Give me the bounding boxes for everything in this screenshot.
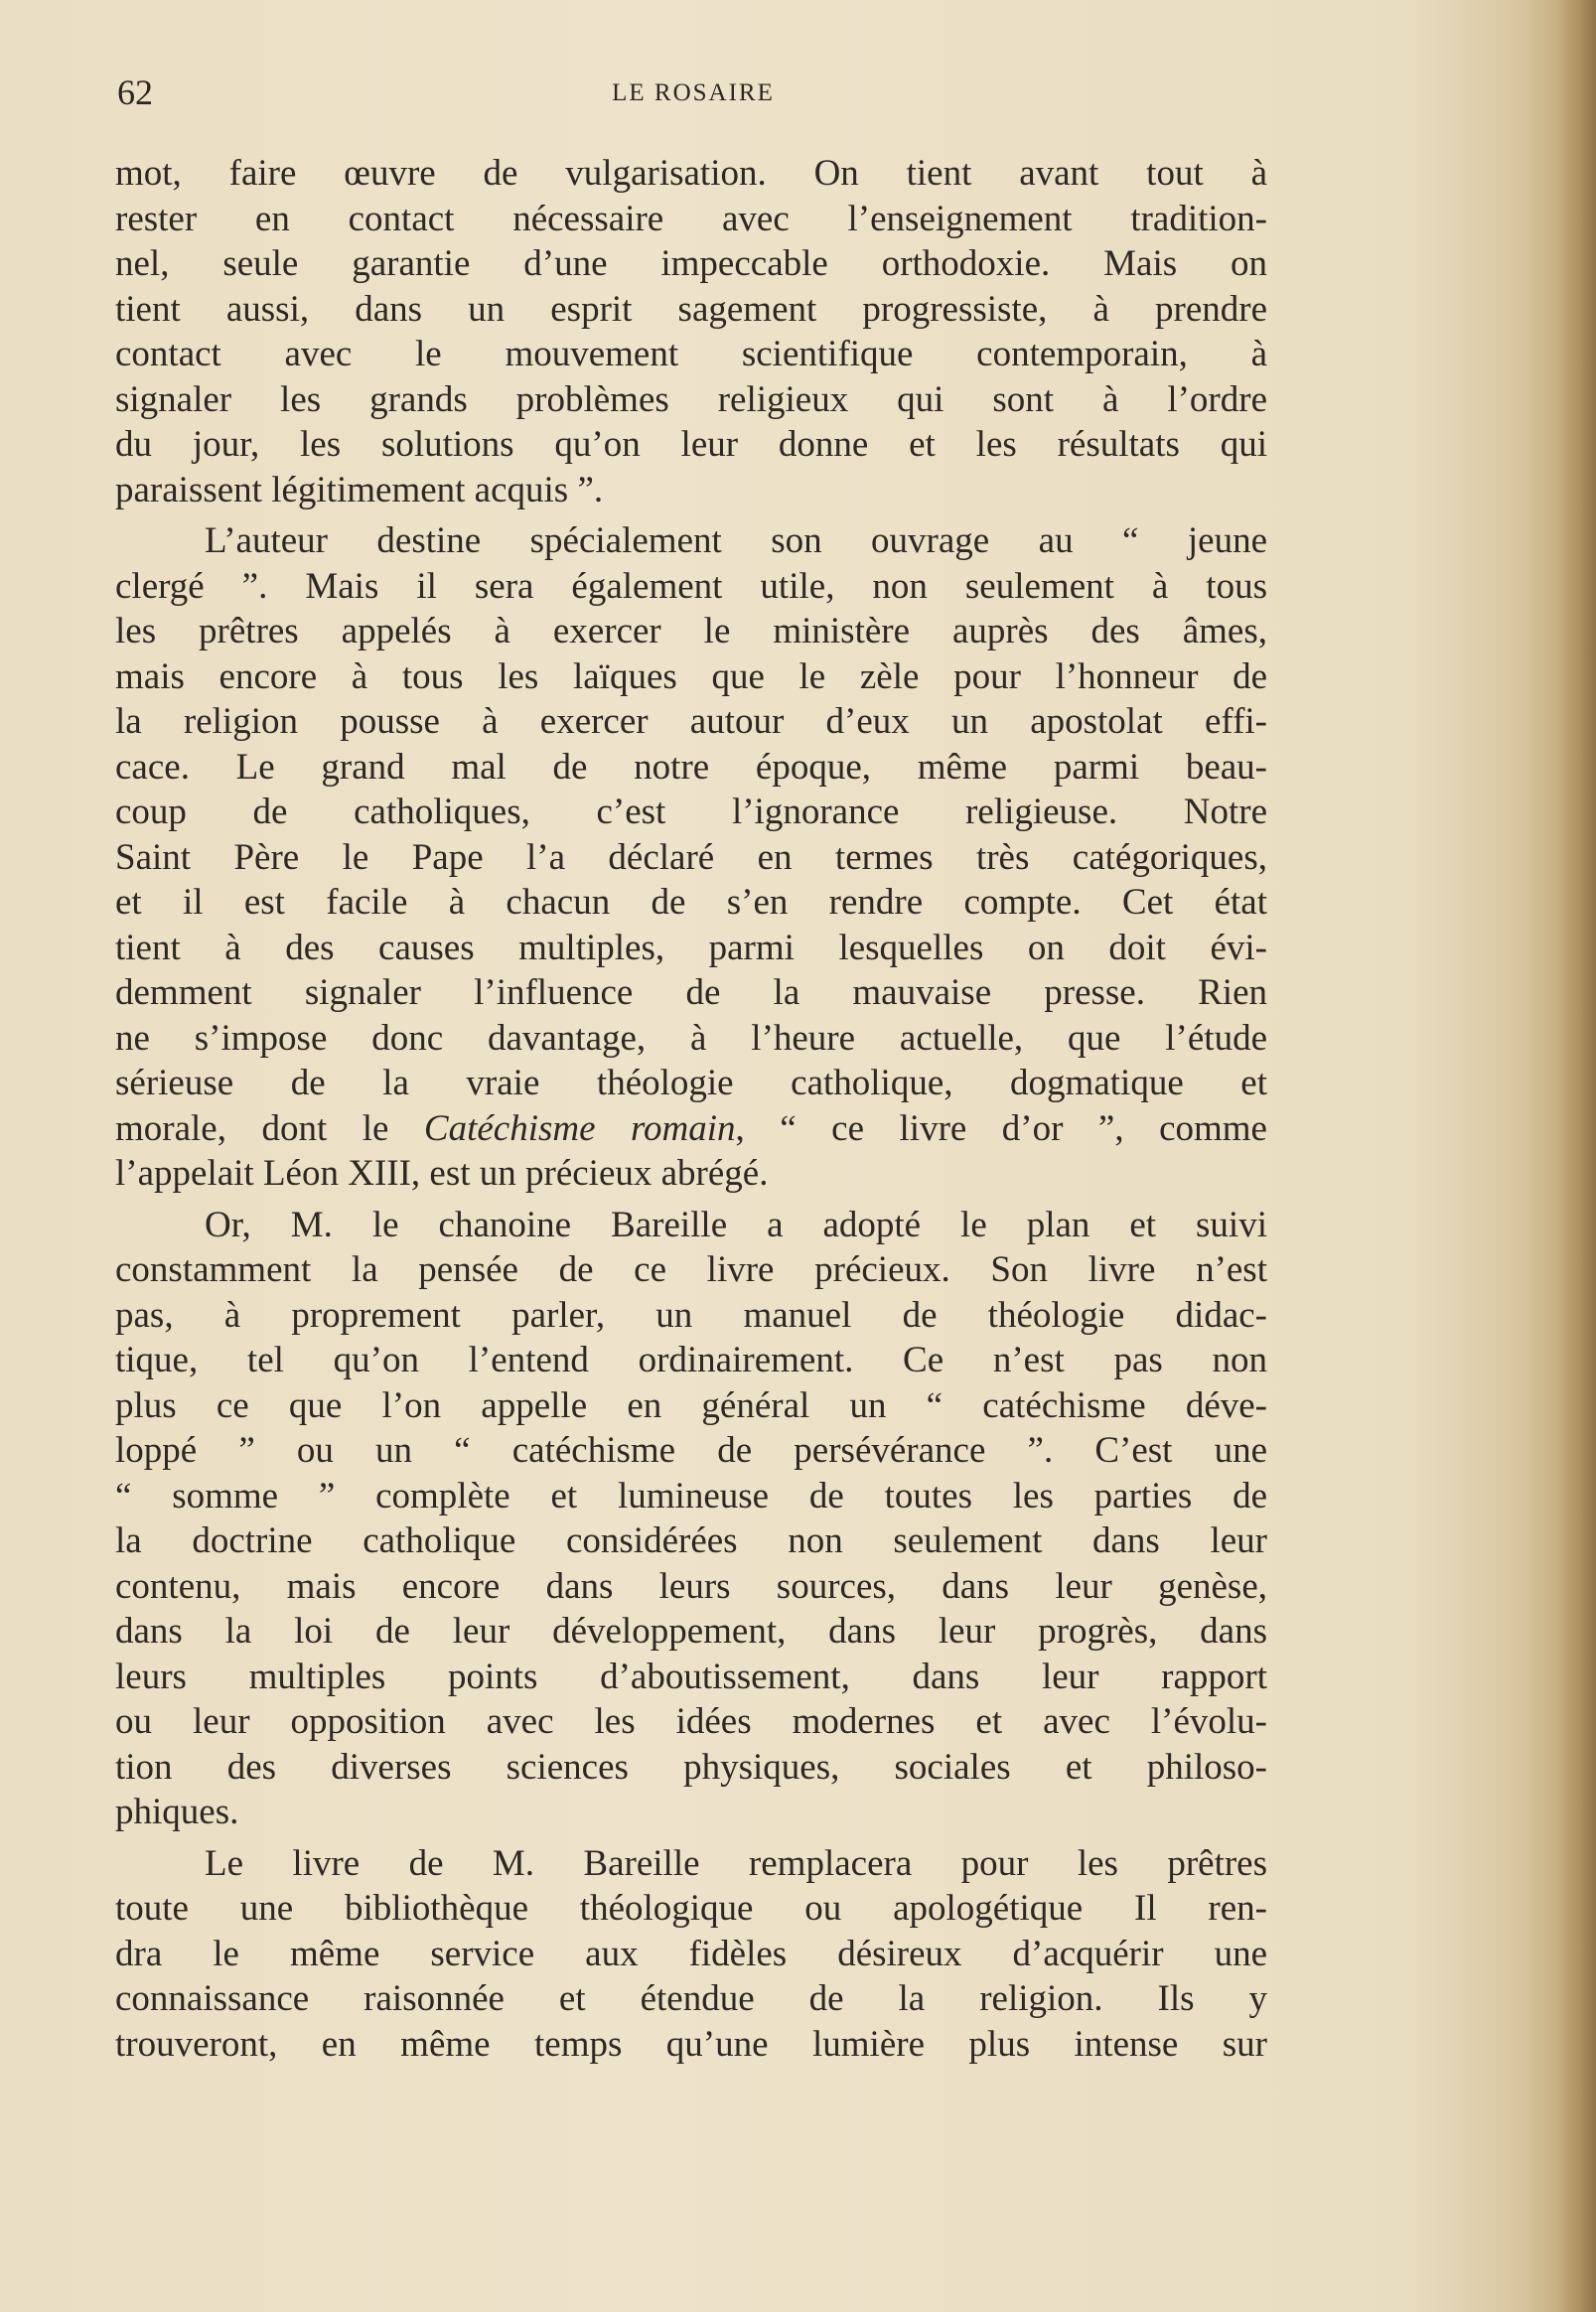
text-line: contenu, mais encore dans leurs sources, dans leur genèse, — [115, 1565, 1267, 1607]
text-line: du jour, les solutions qu’on leur donne et les résultats qui — [115, 424, 1267, 465]
text-line: phiques. — [115, 1792, 239, 1832]
book-title-italic: Catéchisme romain — [423, 1107, 736, 1149]
text-line: dans la loi de leur développement, dans leur progrès, dans — [115, 1611, 1267, 1652]
text-run: morale, dont le — [115, 1107, 424, 1149]
text-line: loppé ” ou un “ catéchisme de persévérance ”. C’est une — [115, 1430, 1267, 1471]
text-line-with-italic — [115, 1106, 1267, 1152]
body-text — [115, 151, 1267, 2067]
text-line: leurs multiples points d’aboutissement, dans leur rapport — [115, 1656, 1267, 1697]
text-line: tique, tel qu’on l’entend ordinairement. Ce n’est pas non — [115, 1340, 1267, 1380]
page-edge-shadow — [1556, 0, 1596, 2312]
text-line: tient à des causes multiples, parmi lesquelles on doit évi- — [115, 927, 1267, 968]
text-line: clergé ”. Mais il sera également utile, non seulement à tous — [115, 565, 1267, 607]
text-line: nel, seule garantie d’une impeccable orthodoxie. Mais on — [115, 243, 1267, 284]
text-line: contact avec le mouvement scientifique contemporain, à — [115, 334, 1267, 374]
text-line: Le livre de M. Bareille remplacera pour les prêtres — [205, 1842, 1267, 1884]
page-number: 62 — [117, 72, 153, 112]
text-line: L’auteur destine spécialement son ouvrage au “ jeune — [205, 520, 1267, 561]
paragraph-1 — [115, 151, 1267, 512]
text-line: la religion pousse à exercer autour d’eux un apostolat effi- — [115, 701, 1267, 742]
text-line: demment signaler l’influence de la mauvaise presse. Rien — [115, 972, 1267, 1013]
text-line: Saint Père le Pape l’a déclaré en termes très catégoriques, — [115, 836, 1267, 878]
running-title: LE ROSAIRE — [612, 79, 775, 106]
text-line: connaissance raisonnée et étendue de la religion. Ils y — [115, 1978, 1267, 2019]
text-run: , “ ce livre d’or ”, comme — [735, 1107, 1267, 1149]
text-line: pas, à proprement parler, un manuel de théologie didac- — [115, 1294, 1267, 1336]
text-line: tion des diverses sciences physiques, sociales et philoso- — [115, 1746, 1267, 1788]
text-line: constamment la pensée de ce livre précieux. Son livre n’est — [115, 1249, 1267, 1290]
text-line: coup de catholiques, c’est l’ignorance religieuse. Notre — [115, 792, 1267, 832]
text-line: les prêtres appelés à exercer le ministère auprès des âmes, — [115, 611, 1267, 651]
text-line: et il est facile à chacun de s’en rendre compte. Cet état — [115, 882, 1267, 923]
text-line: tient aussi, dans un esprit sagement progressiste, à prendre — [115, 288, 1267, 330]
text-line: mais encore à tous les laïques que le zèle pour l’honneur de — [115, 655, 1267, 697]
text-line: plus ce que l’on appelle en général un “ catéchisme déve- — [115, 1384, 1267, 1426]
text-line: paraissent légitimement acquis ”. — [115, 469, 604, 510]
text-line: l’appelait Léon XIII, est un précieux abrégé. — [115, 1153, 769, 1194]
text-line: ne s’impose donc davantage, à l’heure actuelle, que l’étude — [115, 1017, 1267, 1059]
page-header — [117, 72, 1269, 121]
text-line: Or, M. le chanoine Bareille a adopté le plan et suivi — [205, 1204, 1267, 1245]
text-line: toute une bibliothèque théologique ou apologétique Il ren- — [115, 1888, 1267, 1929]
text-line: la doctrine catholique considérées non seulement dans leur — [115, 1520, 1267, 1561]
text-line: mot, faire œuvre de vulgarisation. On tient avant tout à — [115, 153, 1267, 194]
text-line: dra le même service aux fidèles désireux d’acquérir une — [115, 1933, 1267, 1974]
paragraph-3 — [115, 1203, 1267, 1835]
text-line: “ somme ” complète et lumineuse de toutes les parties de — [115, 1475, 1267, 1517]
text-line: rester en contact nécessaire avec l’enseignement tradition- — [115, 198, 1267, 239]
text-line: cace. Le grand mal de notre époque, même parmi beau- — [115, 746, 1267, 788]
paragraph-4 — [115, 1841, 1267, 2068]
paragraph-2 — [115, 518, 1267, 1197]
text-line: ou leur opposition avec les idées modernes et avec l’évolu- — [115, 1701, 1267, 1742]
text-line: signaler les grands problèmes religieux qui sont à l’ordre — [115, 378, 1267, 420]
text-line: sérieuse de la vraie théologie catholique, dogmatique et — [115, 1063, 1267, 1103]
text-line: trouveront, en même temps qu’une lumière plus intense sur — [115, 2023, 1267, 2065]
